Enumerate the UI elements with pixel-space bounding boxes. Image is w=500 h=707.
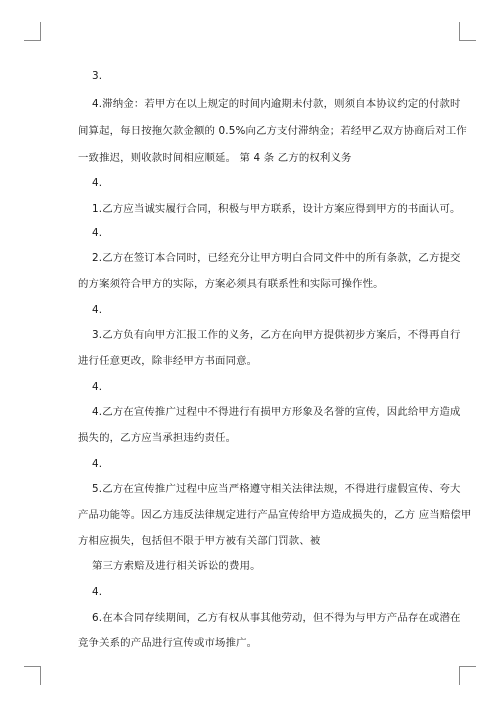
paragraph-line: 进行任意更改，除非经甲方书面同意。 xyxy=(78,355,258,367)
paragraph-label: 4. xyxy=(92,458,103,470)
crop-mark-bottom-left xyxy=(24,666,41,685)
paragraph-line: 4.乙方在宣传推广过程中不得进行有损甲方形象及名誉的宣传，因此给甲方造成 xyxy=(92,406,461,418)
paragraph-line: 1.乙方应当诚实履行合同，积极与甲方联系，设计方案应得到甲方的书面认可。 xyxy=(92,203,461,215)
paragraph-line: 4.滞纳金：若甲方在以上规定的时间内逾期未付款，则须自本协议约定的付款时 xyxy=(92,98,461,110)
crop-mark-top-left xyxy=(24,22,41,41)
crop-mark-top-right xyxy=(459,22,476,41)
paragraph-label: 4. xyxy=(92,381,103,393)
paragraph-line: 5.乙方在宣传推广过程中应当严格遵守相关法律法规，不得进行虚假宣传、夸大 xyxy=(92,483,461,495)
paragraph-line: 第三方索赔及进行相关诉讼的费用。 xyxy=(92,560,261,572)
paragraph-line: 损失的，乙方应当承担违约责任。 xyxy=(78,432,237,444)
paragraph-line: 2.乙方在签订本合同时，已经充分让甲方明白合同文件中的所有条款，乙方提交 xyxy=(92,252,461,264)
paragraph-label: 3. xyxy=(92,70,103,82)
paragraph-line: 间算起，每日按拖欠款金额的 0.5%向乙方支付滞纳金；若经甲乙双方协商后对工作 xyxy=(78,125,467,137)
crop-mark-bottom-right xyxy=(459,666,476,685)
paragraph-line: 产品功能等。因乙方违反法律规定进行产品宣传给甲方造成损失的，乙方 应当赔偿甲 xyxy=(78,509,472,521)
paragraph-line: 6.在本合同存续期间，乙方有权从事其他劳动，但不得为与甲方产品存在或潜在 xyxy=(92,612,461,624)
paragraph-line: 方相应损失，包括但不限于甲方被有关部门罚款、被 xyxy=(78,535,321,547)
paragraph-label: 4. xyxy=(92,586,103,598)
paragraph-line: 的方案须符合甲方的实际，方案必须具有联系性和实际可操作性。 xyxy=(78,278,384,290)
paragraph-line: 3.乙方负有向甲方汇报工作的义务，乙方在向甲方提供初步方案后，不得再自行 xyxy=(92,329,461,341)
paragraph-line: 竞争关系的产品进行宣传或市场推广。 xyxy=(78,637,258,649)
paragraph-label: 4. xyxy=(92,177,103,189)
paragraph-line: 一致推迟，则收款时间相应顺延。 第 4 条 乙方的权利义务 xyxy=(78,152,352,164)
paragraph-label: 4. xyxy=(92,227,103,239)
paragraph-label: 4. xyxy=(92,304,103,316)
